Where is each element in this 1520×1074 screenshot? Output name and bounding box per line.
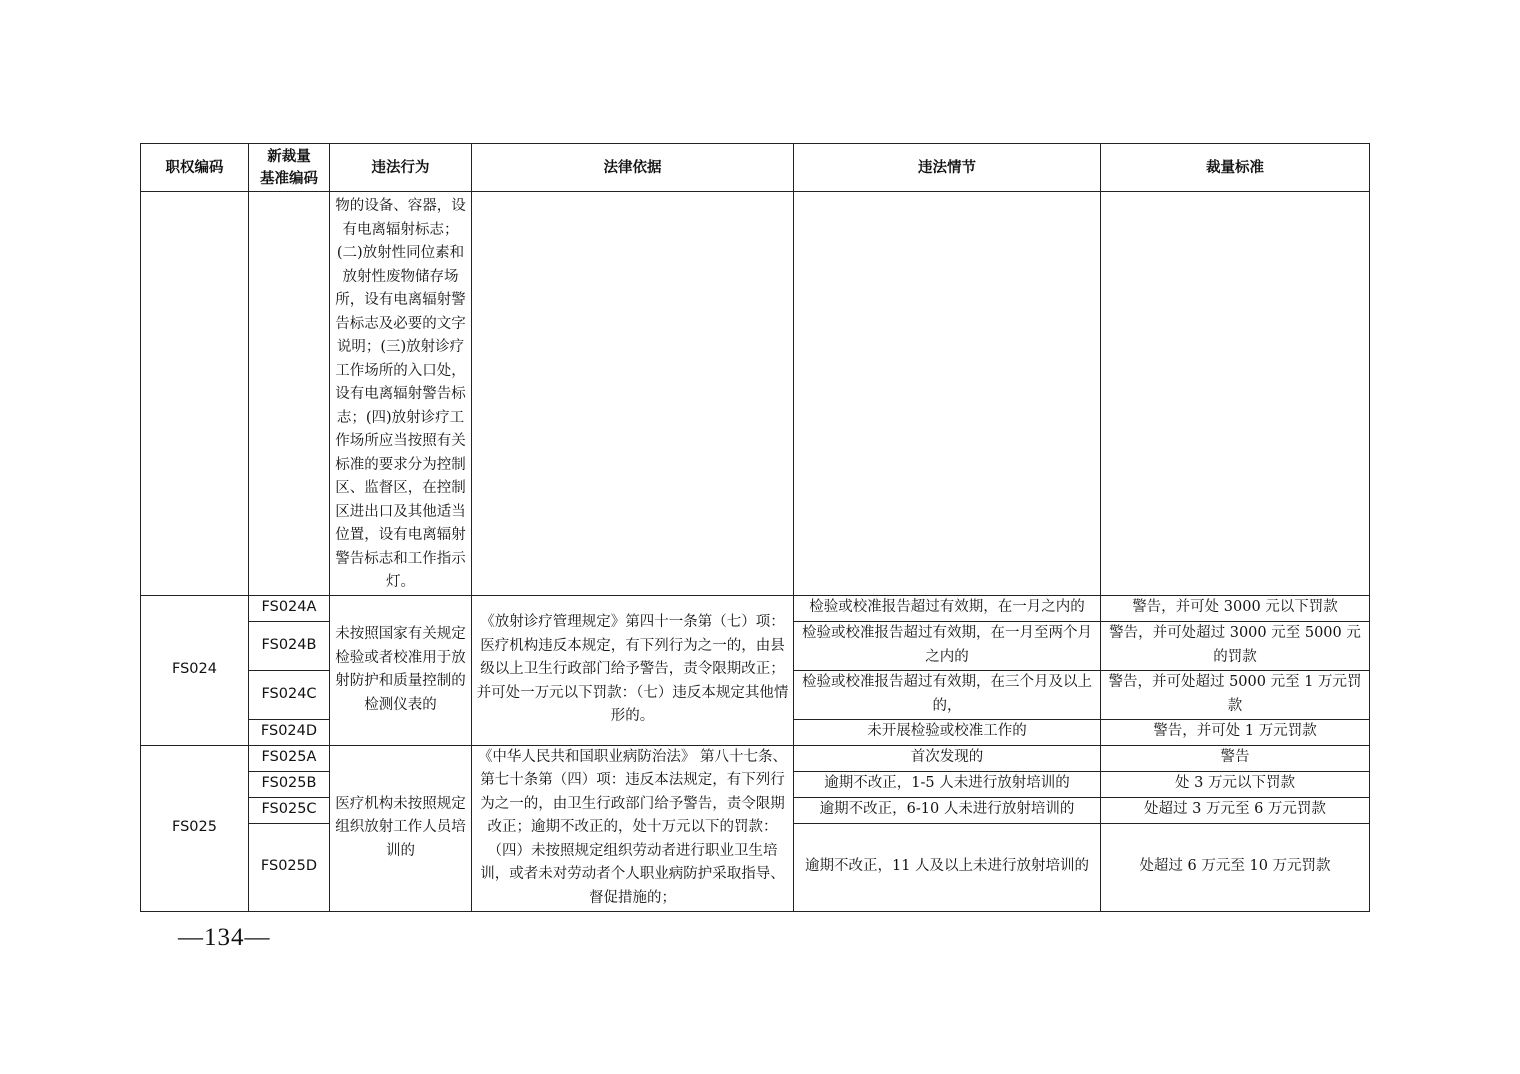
cell-sub-code (249, 192, 330, 596)
cell-standard: 处超过 3 万元至 6 万元罚款 (1101, 797, 1370, 823)
cell-sub-code: FS024B (249, 621, 330, 670)
cell-code: FS024 (141, 595, 249, 745)
cell-standard: 处超过 6 万元至 10 万元罚款 (1101, 823, 1370, 911)
cell-sub-code: FS024C (249, 670, 330, 719)
cell-circumstance: 检验或校准报告超过有效期，在一月之内的 (794, 595, 1101, 621)
cell-circumstance: 检验或校准报告超过有效期，在一月至两个月之内的 (794, 621, 1101, 670)
table-row (141, 192, 1370, 596)
header-basis: 法律依据 (472, 144, 794, 192)
cell-circumstance: 检验或校准报告超过有效期，在三个月及以上的， (794, 670, 1101, 719)
cell-standard: 警告，并可处 1 万元罚款 (1101, 719, 1370, 745)
cell-code: FS025 (141, 745, 249, 911)
cell-sub-code: FS025A (249, 745, 330, 771)
cell-standard: 警告 (1101, 745, 1370, 771)
cell-circumstance: 逾期不改正，11 人及以上未进行放射培训的 (794, 823, 1101, 911)
cell-sub-code: FS025C (249, 797, 330, 823)
page-number: —134— (178, 924, 271, 951)
header-code: 职权编码 (141, 144, 249, 192)
cell-behavior: 未按照国家有关规定检验或者校准用于放射防护和质量控制的检测仪表的 (330, 595, 472, 745)
header-new-code-line1: 新裁量 (267, 148, 311, 165)
cell-standard: 警告，并可处 3000 元以下罚款 (1101, 595, 1370, 621)
header-standard: 裁量标准 (1101, 144, 1370, 192)
header-row (141, 144, 1370, 192)
cell-sub-code: FS024A (249, 595, 330, 621)
cell-behavior: 物的设备、容器，设有电离辐射标志；(二)放射性同位素和放射性废物储存场所，设有电离辐射警告标志及必要的文字说明；(三)放射诊疗工作场所的入口处，设有电离辐射警告标志；(四)放射诊疗工作场所应当按照有关标准的要求分为控制区、监督区，在控制区进出口及其他适当位置，设有电离辐射警告标志和工作指示灯。 (330, 192, 472, 596)
cell-standard: 处 3 万元以下罚款 (1101, 771, 1370, 797)
cell-circumstance: 首次发现的 (794, 745, 1101, 771)
cell-circumstance: 逾期不改正，1-5 人未进行放射培训的 (794, 771, 1101, 797)
cell-code (141, 192, 249, 596)
cell-basis (472, 192, 794, 596)
cell-behavior: 医疗机构未按照规定组织放射工作人员培训的 (330, 745, 472, 911)
header-behavior: 违法行为 (330, 144, 472, 192)
header-new-code-line2: 基准编码 (260, 170, 318, 187)
cell-sub-code: FS024D (249, 719, 330, 745)
cell-sub-code: FS025B (249, 771, 330, 797)
cell-basis: 《放射诊疗管理规定》第四十一条第（七）项：医疗机构违反本规定，有下列行为之一的，由县级以上卫生行政部门给予警告，责令限期改正；并可处一万元以下罚款：（七）违反本规定其他情形的。 (472, 595, 794, 745)
cell-circumstance: 未开展检验或校准工作的 (794, 719, 1101, 745)
cell-circumstance: 逾期不改正，6-10 人未进行放射培训的 (794, 797, 1101, 823)
cell-circumstance (794, 192, 1101, 596)
header-new-code (249, 144, 330, 192)
cell-basis: 《中华人民共和国职业病防治法》 第八十七条、第七十条第（四）项：违反本法规定，有下列行为之一的，由卫生行政部门给予警告，责令限期改正；逾期不改正的，处十万元以下的罚款：（四）未按照规定组织劳动者进行职业卫生培训，或者未对劳动者个人职业病防护采取指导、督促措施的； (472, 745, 794, 911)
table-row (141, 745, 1370, 771)
cell-standard (1101, 192, 1370, 596)
header-circumstance: 违法情节 (794, 144, 1101, 192)
table-row (141, 595, 1370, 621)
cell-standard: 警告，并可处超过 5000 元至 1 万元罚款 (1101, 670, 1370, 719)
discretion-standard-table (140, 143, 1370, 912)
cell-sub-code: FS025D (249, 823, 330, 911)
cell-standard: 警告，并可处超过 3000 元至 5000 元的罚款 (1101, 621, 1370, 670)
